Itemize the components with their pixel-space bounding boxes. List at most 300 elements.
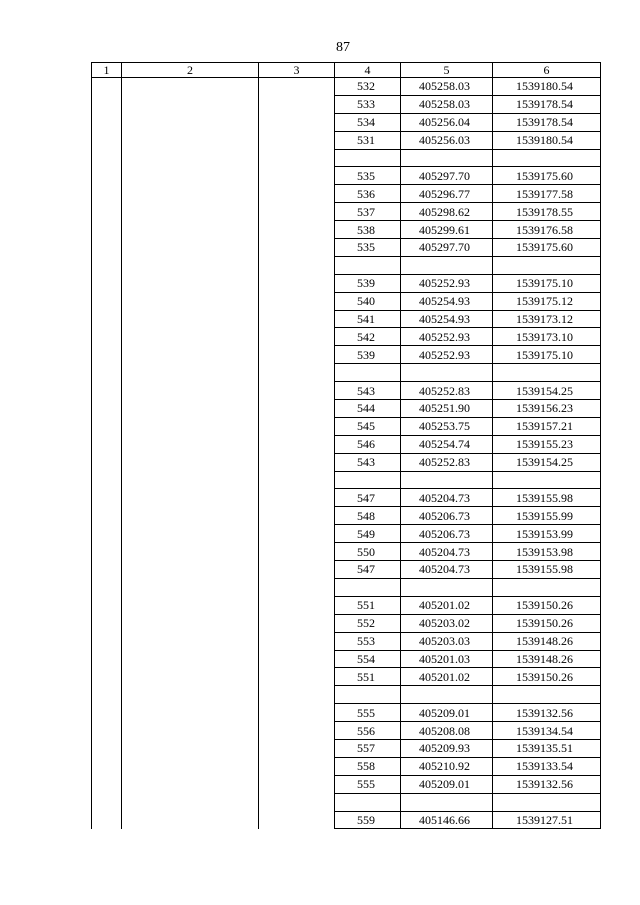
empty-cell [92,167,122,185]
point-number: 554 [357,651,375,666]
empty-cell [122,489,259,507]
empty-cell [259,417,335,435]
empty-cell [92,453,122,471]
point-number: 543 [357,383,375,398]
empty-cell [92,811,122,829]
empty-cell [259,507,335,525]
table-row [92,561,601,579]
x-coordinate-cell [401,113,493,131]
empty-cell [122,507,259,525]
x-coordinate: 405254.93 [419,312,470,327]
empty-cell [259,310,335,328]
y-coordinate-cell [493,811,601,829]
x-coordinate-cell [401,686,493,704]
x-coordinate-cell [401,811,493,829]
empty-cell [122,167,259,185]
y-coordinate-cell [493,775,601,793]
empty-cell [259,400,335,418]
y-coordinate-cell [493,632,601,650]
empty-cell [122,668,259,686]
y-coordinate: 1539175.12 [516,294,573,309]
x-coordinate-cell [401,95,493,113]
x-coordinate-cell [401,614,493,632]
table-row [92,310,601,328]
x-coordinate: 405208.08 [419,723,470,738]
x-coordinate-cell [401,757,493,775]
empty-cell [122,292,259,310]
y-coordinate-cell [493,256,601,274]
x-coordinate-cell [401,561,493,579]
table-row [92,722,601,740]
point-number: 553 [357,634,375,649]
x-coordinate-cell [401,417,493,435]
x-coordinate-cell [401,632,493,650]
y-coordinate: 1539177.58 [516,186,573,201]
point-number: 556 [357,723,375,738]
empty-cell [259,686,335,704]
point-number: 534 [357,115,375,130]
y-coordinate-cell [493,614,601,632]
empty-cell [122,328,259,346]
empty-cell [122,578,259,596]
y-coordinate: 1539180.54 [516,133,573,148]
x-coordinate-cell [401,453,493,471]
empty-cell [92,757,122,775]
table-row [92,739,601,757]
point-number: 535 [357,240,375,255]
empty-cell [259,453,335,471]
empty-cell [259,739,335,757]
empty-cell [92,489,122,507]
empty-cell [122,185,259,203]
y-coordinate-cell [493,578,601,596]
y-coordinate-cell [493,95,601,113]
point-number-cell [335,739,401,757]
empty-cell [122,793,259,811]
column-header: 4 [335,63,401,78]
header-row [92,63,601,78]
empty-cell [92,185,122,203]
point-number-cell [335,364,401,382]
column-header: 5 [401,63,493,78]
empty-cell [259,149,335,167]
y-coordinate: 1539132.56 [516,777,573,792]
y-coordinate-cell [493,507,601,525]
empty-cell [122,239,259,257]
table-row [92,95,601,113]
y-coordinate-cell [493,310,601,328]
empty-cell [259,131,335,149]
x-coordinate-cell [401,471,493,489]
empty-cell [259,650,335,668]
empty-cell [122,346,259,364]
x-coordinate-cell [401,704,493,722]
y-coordinate: 1539154.25 [516,383,573,398]
point-number-cell [335,543,401,561]
y-coordinate-cell [493,78,601,96]
empty-cell [122,704,259,722]
y-coordinate-cell [493,757,601,775]
point-number-cell [335,525,401,543]
empty-cell [259,221,335,239]
empty-cell [92,239,122,257]
x-coordinate: 405209.01 [419,705,470,720]
empty-cell [259,435,335,453]
y-coordinate-cell [493,453,601,471]
point-number: 551 [357,598,375,613]
empty-cell [259,113,335,131]
point-number: 557 [357,741,375,756]
point-number-cell [335,328,401,346]
table-row [92,811,601,829]
empty-cell [122,382,259,400]
x-coordinate: 405256.03 [419,133,470,148]
point-number: 550 [357,544,375,559]
y-coordinate: 1539155.99 [516,508,573,523]
empty-cell [92,793,122,811]
table-row [92,435,601,453]
point-number: 546 [357,437,375,452]
x-coordinate: 405299.61 [419,222,470,237]
table-row [92,668,601,686]
x-coordinate: 405258.03 [419,79,470,94]
point-number: 539 [357,347,375,362]
empty-cell [92,203,122,221]
y-coordinate: 1539148.26 [516,634,573,649]
empty-cell [122,400,259,418]
x-coordinate: 405252.83 [419,383,470,398]
empty-cell [92,417,122,435]
empty-cell [92,632,122,650]
table-row [92,292,601,310]
y-coordinate-cell [493,793,601,811]
point-number-cell [335,149,401,167]
point-number-cell [335,239,401,257]
x-coordinate: 405204.73 [419,562,470,577]
empty-cell [92,149,122,167]
empty-cell [259,757,335,775]
empty-cell [259,775,335,793]
empty-cell [122,525,259,543]
point-number-cell [335,274,401,292]
y-coordinate: 1539156.23 [516,401,573,416]
y-coordinate: 1539148.26 [516,651,573,666]
y-coordinate: 1539176.58 [516,222,573,237]
table-row [92,167,601,185]
empty-cell [92,614,122,632]
empty-cell [92,739,122,757]
empty-cell [122,722,259,740]
x-coordinate: 405298.62 [419,204,470,219]
empty-cell [122,453,259,471]
empty-cell [122,811,259,829]
empty-cell [92,292,122,310]
table-row [92,453,601,471]
empty-cell [122,543,259,561]
table-row [92,525,601,543]
y-coordinate: 1539133.54 [516,759,573,774]
table-row [92,400,601,418]
y-coordinate-cell [493,650,601,668]
empty-cell [122,203,259,221]
table-row [92,578,601,596]
x-coordinate: 405201.03 [419,651,470,666]
empty-cell [259,364,335,382]
empty-cell [259,632,335,650]
empty-cell [122,614,259,632]
empty-cell [92,704,122,722]
point-number-cell [335,346,401,364]
x-coordinate: 405210.92 [419,759,470,774]
point-number-cell [335,650,401,668]
point-number: 537 [357,204,375,219]
empty-cell [259,811,335,829]
x-coordinate-cell [401,525,493,543]
point-number-cell [335,811,401,829]
table-row [92,704,601,722]
point-number-cell [335,489,401,507]
table-row [92,650,601,668]
point-number: 552 [357,616,375,631]
table-row [92,113,601,131]
x-coordinate: 405297.70 [419,240,470,255]
point-number: 545 [357,419,375,434]
table-row [92,382,601,400]
table-row [92,203,601,221]
x-coordinate-cell [401,131,493,149]
column-header: 3 [259,63,335,78]
point-number: 548 [357,508,375,523]
empty-cell [122,757,259,775]
y-coordinate: 1539134.54 [516,723,573,738]
point-number: 532 [357,79,375,94]
y-coordinate-cell [493,346,601,364]
empty-cell [259,239,335,257]
empty-cell [259,95,335,113]
x-coordinate-cell [401,400,493,418]
empty-cell [92,543,122,561]
table-row [92,596,601,614]
table-row [92,507,601,525]
y-coordinate-cell [493,203,601,221]
x-coordinate: 405256.04 [419,115,470,130]
point-number: 542 [357,329,375,344]
empty-cell [122,256,259,274]
y-coordinate: 1539175.60 [516,240,573,255]
point-number: 538 [357,222,375,237]
point-number: 547 [357,490,375,505]
x-coordinate: 405201.02 [419,598,470,613]
y-coordinate: 1539175.10 [516,276,573,291]
empty-cell [259,382,335,400]
y-coordinate-cell [493,668,601,686]
empty-cell [92,471,122,489]
point-number: 531 [357,133,375,148]
table-row [92,78,601,96]
table-row [92,543,601,561]
point-number: 558 [357,759,375,774]
y-coordinate-cell [493,739,601,757]
x-coordinate-cell [401,221,493,239]
point-number-cell [335,471,401,489]
y-coordinate: 1539132.56 [516,705,573,720]
point-number-cell [335,310,401,328]
x-coordinate: 405252.93 [419,276,470,291]
empty-cell [122,435,259,453]
x-coordinate-cell [401,775,493,793]
empty-cell [122,95,259,113]
point-number-cell [335,167,401,185]
x-coordinate-cell [401,382,493,400]
empty-cell [259,203,335,221]
point-number-cell [335,292,401,310]
empty-cell [92,686,122,704]
x-coordinate-cell [401,167,493,185]
x-coordinate: 405251.90 [419,401,470,416]
table-row [92,346,601,364]
x-coordinate-cell [401,239,493,257]
empty-cell [259,274,335,292]
y-coordinate-cell [493,704,601,722]
point-number: 535 [357,168,375,183]
y-coordinate: 1539175.10 [516,347,573,362]
empty-cell [259,167,335,185]
x-coordinate: 405206.73 [419,526,470,541]
x-coordinate: 405204.73 [419,544,470,559]
point-number-cell [335,632,401,650]
y-coordinate-cell [493,525,601,543]
point-number-cell [335,131,401,149]
empty-cell [259,292,335,310]
y-coordinate-cell [493,364,601,382]
table-row [92,221,601,239]
x-coordinate: 405204.73 [419,490,470,505]
y-coordinate: 1539150.26 [516,616,573,631]
empty-cell [122,775,259,793]
column-header: 6 [493,63,601,78]
empty-cell [122,78,259,96]
table-row [92,614,601,632]
column-header: 2 [122,63,259,78]
point-number-cell [335,561,401,579]
y-coordinate-cell [493,417,601,435]
point-number-cell [335,507,401,525]
empty-cell [259,185,335,203]
empty-cell [259,525,335,543]
x-coordinate: 405252.93 [419,347,470,362]
table-row [92,775,601,793]
empty-cell [92,507,122,525]
empty-cell [122,274,259,292]
empty-cell [92,650,122,668]
table-row [92,131,601,149]
x-coordinate: 405252.93 [419,329,470,344]
y-coordinate: 1539155.98 [516,562,573,577]
y-coordinate: 1539150.26 [516,669,573,684]
point-number: 551 [357,669,375,684]
y-coordinate-cell [493,149,601,167]
table-row [92,686,601,704]
empty-cell [92,131,122,149]
x-coordinate-cell [401,507,493,525]
page-number: 87 [336,40,350,55]
x-coordinate: 405206.73 [419,508,470,523]
empty-cell [259,704,335,722]
y-coordinate: 1539154.25 [516,455,573,470]
y-coordinate: 1539173.12 [516,312,573,327]
empty-cell [92,221,122,239]
y-coordinate-cell [493,131,601,149]
empty-cell [259,614,335,632]
table-row [92,185,601,203]
table-row [92,632,601,650]
y-coordinate: 1539178.55 [516,204,573,219]
table-row [92,417,601,435]
table-row [92,274,601,292]
point-number: 536 [357,186,375,201]
y-coordinate-cell [493,722,601,740]
point-number-cell [335,722,401,740]
point-number: 541 [357,312,375,327]
empty-cell [122,632,259,650]
point-number-cell [335,95,401,113]
y-coordinate-cell [493,435,601,453]
empty-cell [122,131,259,149]
empty-cell [92,274,122,292]
empty-cell [122,739,259,757]
point-number-cell [335,221,401,239]
x-coordinate-cell [401,292,493,310]
point-number-cell [335,686,401,704]
y-coordinate: 1539127.51 [516,812,573,827]
y-coordinate-cell [493,471,601,489]
table-body [92,63,601,829]
empty-cell [92,95,122,113]
x-coordinate-cell [401,543,493,561]
y-coordinate: 1539178.54 [516,97,573,112]
empty-cell [259,256,335,274]
x-coordinate-cell [401,793,493,811]
empty-cell [122,221,259,239]
empty-cell [259,578,335,596]
point-number-cell [335,203,401,221]
x-coordinate: 405203.02 [419,616,470,631]
x-coordinate: 405201.02 [419,669,470,684]
empty-cell [122,686,259,704]
empty-cell [92,400,122,418]
x-coordinate-cell [401,310,493,328]
y-coordinate: 1539175.60 [516,168,573,183]
empty-cell [92,525,122,543]
x-coordinate-cell [401,722,493,740]
point-number-cell [335,382,401,400]
x-coordinate-cell [401,149,493,167]
empty-cell [92,310,122,328]
point-number-cell [335,578,401,596]
x-coordinate-cell [401,203,493,221]
point-number-cell [335,614,401,632]
point-number-cell [335,757,401,775]
y-coordinate-cell [493,274,601,292]
x-coordinate: 405209.01 [419,777,470,792]
x-coordinate-cell [401,346,493,364]
y-coordinate-cell [493,596,601,614]
y-coordinate: 1539153.99 [516,526,573,541]
x-coordinate: 405253.75 [419,419,470,434]
point-number-cell [335,793,401,811]
point-number-cell [335,400,401,418]
table-row [92,793,601,811]
